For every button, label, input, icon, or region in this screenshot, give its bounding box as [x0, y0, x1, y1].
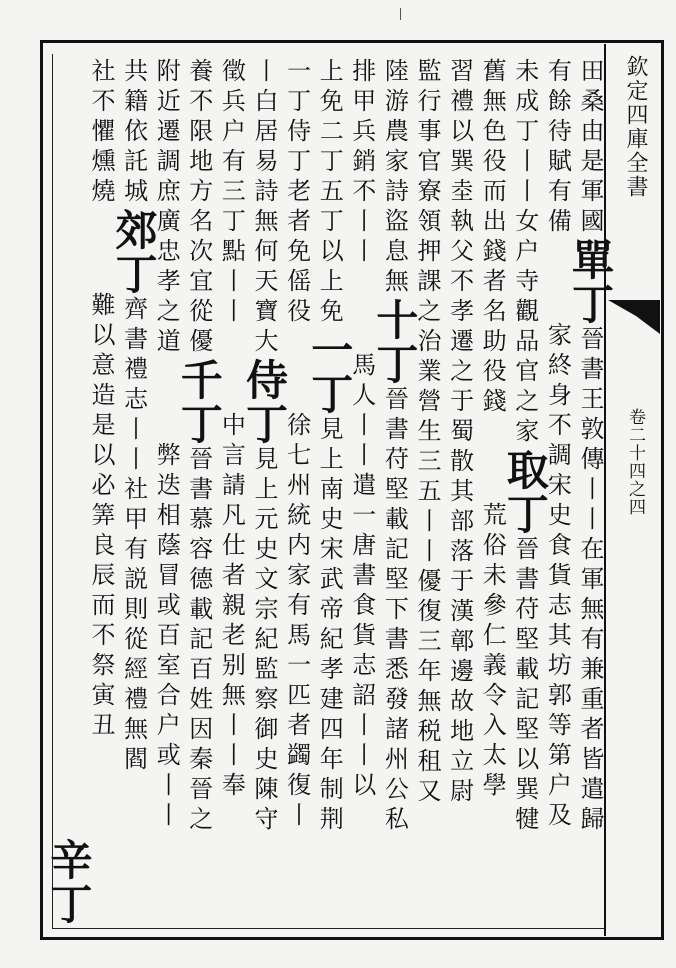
column-text: 舊無色役而出錢者名助役錢 — [478, 58, 507, 418]
column-text: 難以意造是以必筭良辰而不祭寅丑 — [87, 292, 115, 742]
column-text: 徐七州統内家有馬一匹者蠲復丨 — [282, 412, 311, 832]
scan-tick-mark — [400, 8, 401, 20]
column-text: 晉書王敦傳丨丨在軍無有兼重者皆遣歸 — [576, 326, 604, 836]
column-text: 社不懼燻燒 — [87, 58, 115, 208]
headword: 單丁 — [566, 238, 615, 326]
column-text: 家終身不調宋史食貨志其坊郭等第户及 — [543, 322, 572, 832]
column-text: 丨白居易詩無何天寶大 — [250, 58, 278, 358]
column-text: 未成丁丨丨女户寺觀品官之家 — [510, 58, 539, 448]
headword: 郊丁 — [109, 208, 159, 296]
column-text: 中言請凡仕者親老别無丨丨奉 — [217, 412, 246, 802]
column-text: 齊書禮志丨丨社甲有説則從經禮無閻 — [119, 296, 148, 776]
column-text: 晉書苻堅載記堅下書悉發諸州公私 — [380, 386, 409, 836]
column-text: 田桑由是軍國 — [576, 58, 604, 238]
column-text: 上免二丁五丁以上免 — [315, 58, 344, 328]
column-text: 徵兵户有三丁點丨丨 — [217, 58, 246, 328]
column-text: 養不限地方名次宜從優 — [184, 58, 213, 358]
column-text: 一丁侍丁老者免傜役 — [282, 58, 311, 328]
column-text: 晉書慕容德載記百姓因秦晉之 — [184, 446, 213, 836]
headword: 辛丁 — [44, 838, 94, 926]
column-text: 附近遷調庶廣忠孝之道 — [152, 58, 181, 358]
column-text: 監行事官寮領押課之治業營生三五丨丨優復三年無税租又 — [413, 58, 441, 808]
headword: 侍丁 — [240, 358, 289, 446]
text-column — [44, 58, 94, 926]
headword: 一丁 — [305, 328, 355, 416]
margin-book-title: 欽定四庫全書 — [623, 55, 648, 199]
column-text: 見上南史宋武帝紀孝建四年制荆 — [315, 416, 344, 836]
column-text: 荒俗未參仁義令入太學 — [478, 502, 507, 802]
headword: 十丁 — [370, 298, 420, 386]
column-text: 陸游農家詩盜息無 — [380, 58, 409, 298]
column-text: 有餘待賦有備 — [543, 58, 572, 238]
column-text: 馬人丨丨遣一唐書食貨志詔丨丨以 — [347, 352, 376, 802]
column-text: 共籍依託城 — [119, 58, 148, 208]
column-text: 排甲兵銷不丨丨 — [347, 58, 376, 268]
column-text: 弊迭相蔭冒或百室合户或丨丨 — [152, 442, 181, 832]
column-text: 習禮以巽坴執父不孝遷之于蜀散其部落于漢鄣邊故地立尉 — [445, 58, 474, 808]
headword: 取丁 — [500, 448, 550, 536]
margin-volume-label: 卷二十四之四 — [625, 408, 645, 516]
column-text: 見上元史文宗紀監察御史陳守 — [250, 446, 278, 836]
headword: 千丁 — [174, 358, 224, 446]
column-text: 晉書苻堅載記堅以巽犍 — [510, 536, 539, 836]
